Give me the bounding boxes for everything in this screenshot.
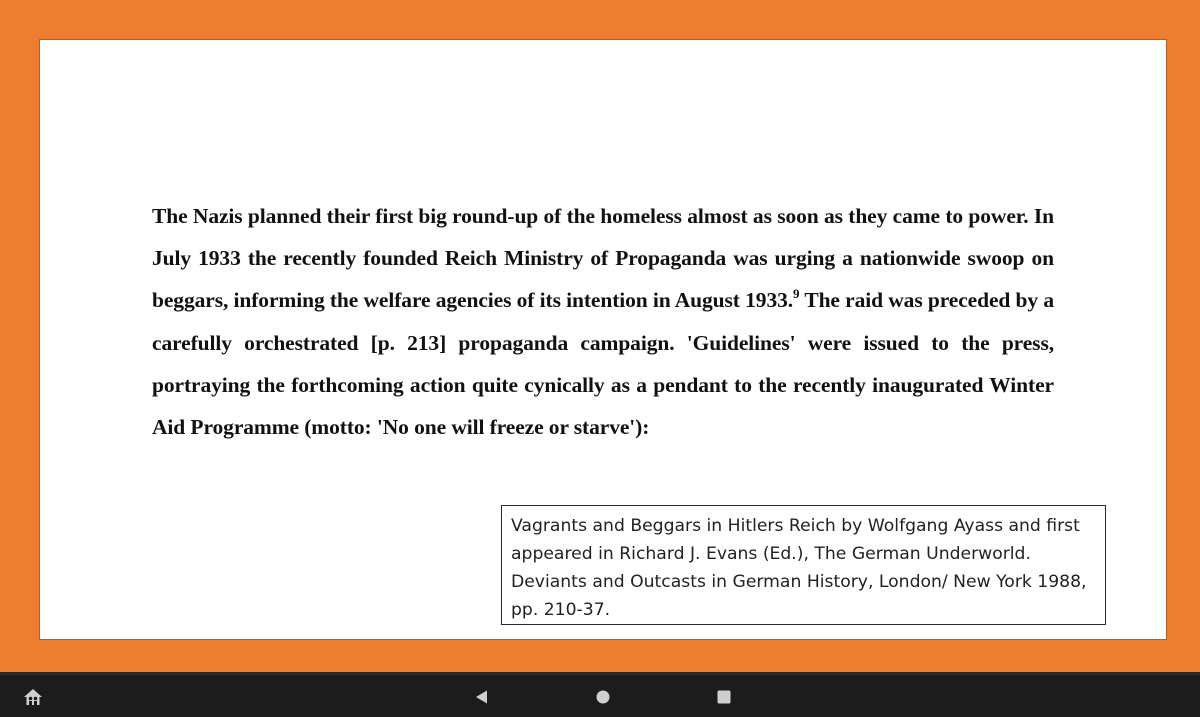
citation-box [501,505,1106,625]
citation-text: Vagrants and Beggars in Hitlers Reich by Wolfgang Ayass and first appeared in Richard J. Evans (Ed.), The German Underworld. Deviants and Outcasts in German History, London/ New York 1988, pp. 210-37. [511,516,1087,620]
quote-text [152,195,1054,448]
footnote-marker: 9 [793,286,800,302]
back-icon [474,689,490,705]
home-icon [595,689,611,705]
home-app-icon [22,687,44,707]
back-button[interactable] [467,683,497,711]
quote-text-part-1: The Nazis planned their first big round-up of the homeless almost as soon as they came to power. In July 1933 the recently founded Reich Ministry of Propaganda was urging a nationwide swoop on beggars, informing the welfare agencies of its intention in August 1933. [152,204,1054,313]
recents-icon [716,689,732,705]
recents-button[interactable] [709,683,739,711]
home-app-button[interactable] [18,683,48,711]
quote-text-part-2: The raid was preceded by a carefully orchestrated [p. 213] propaganda campaign. 'Guidelines' were issued to the press, portraying the forthcoming action quite cynically as a pendant to the recently inaugurated Winter Aid Programme (motto: 'No one will freeze or starve'): [152,288,1054,440]
home-button[interactable] [588,683,618,711]
navigation-bar [0,672,1200,717]
slide [39,39,1167,640]
